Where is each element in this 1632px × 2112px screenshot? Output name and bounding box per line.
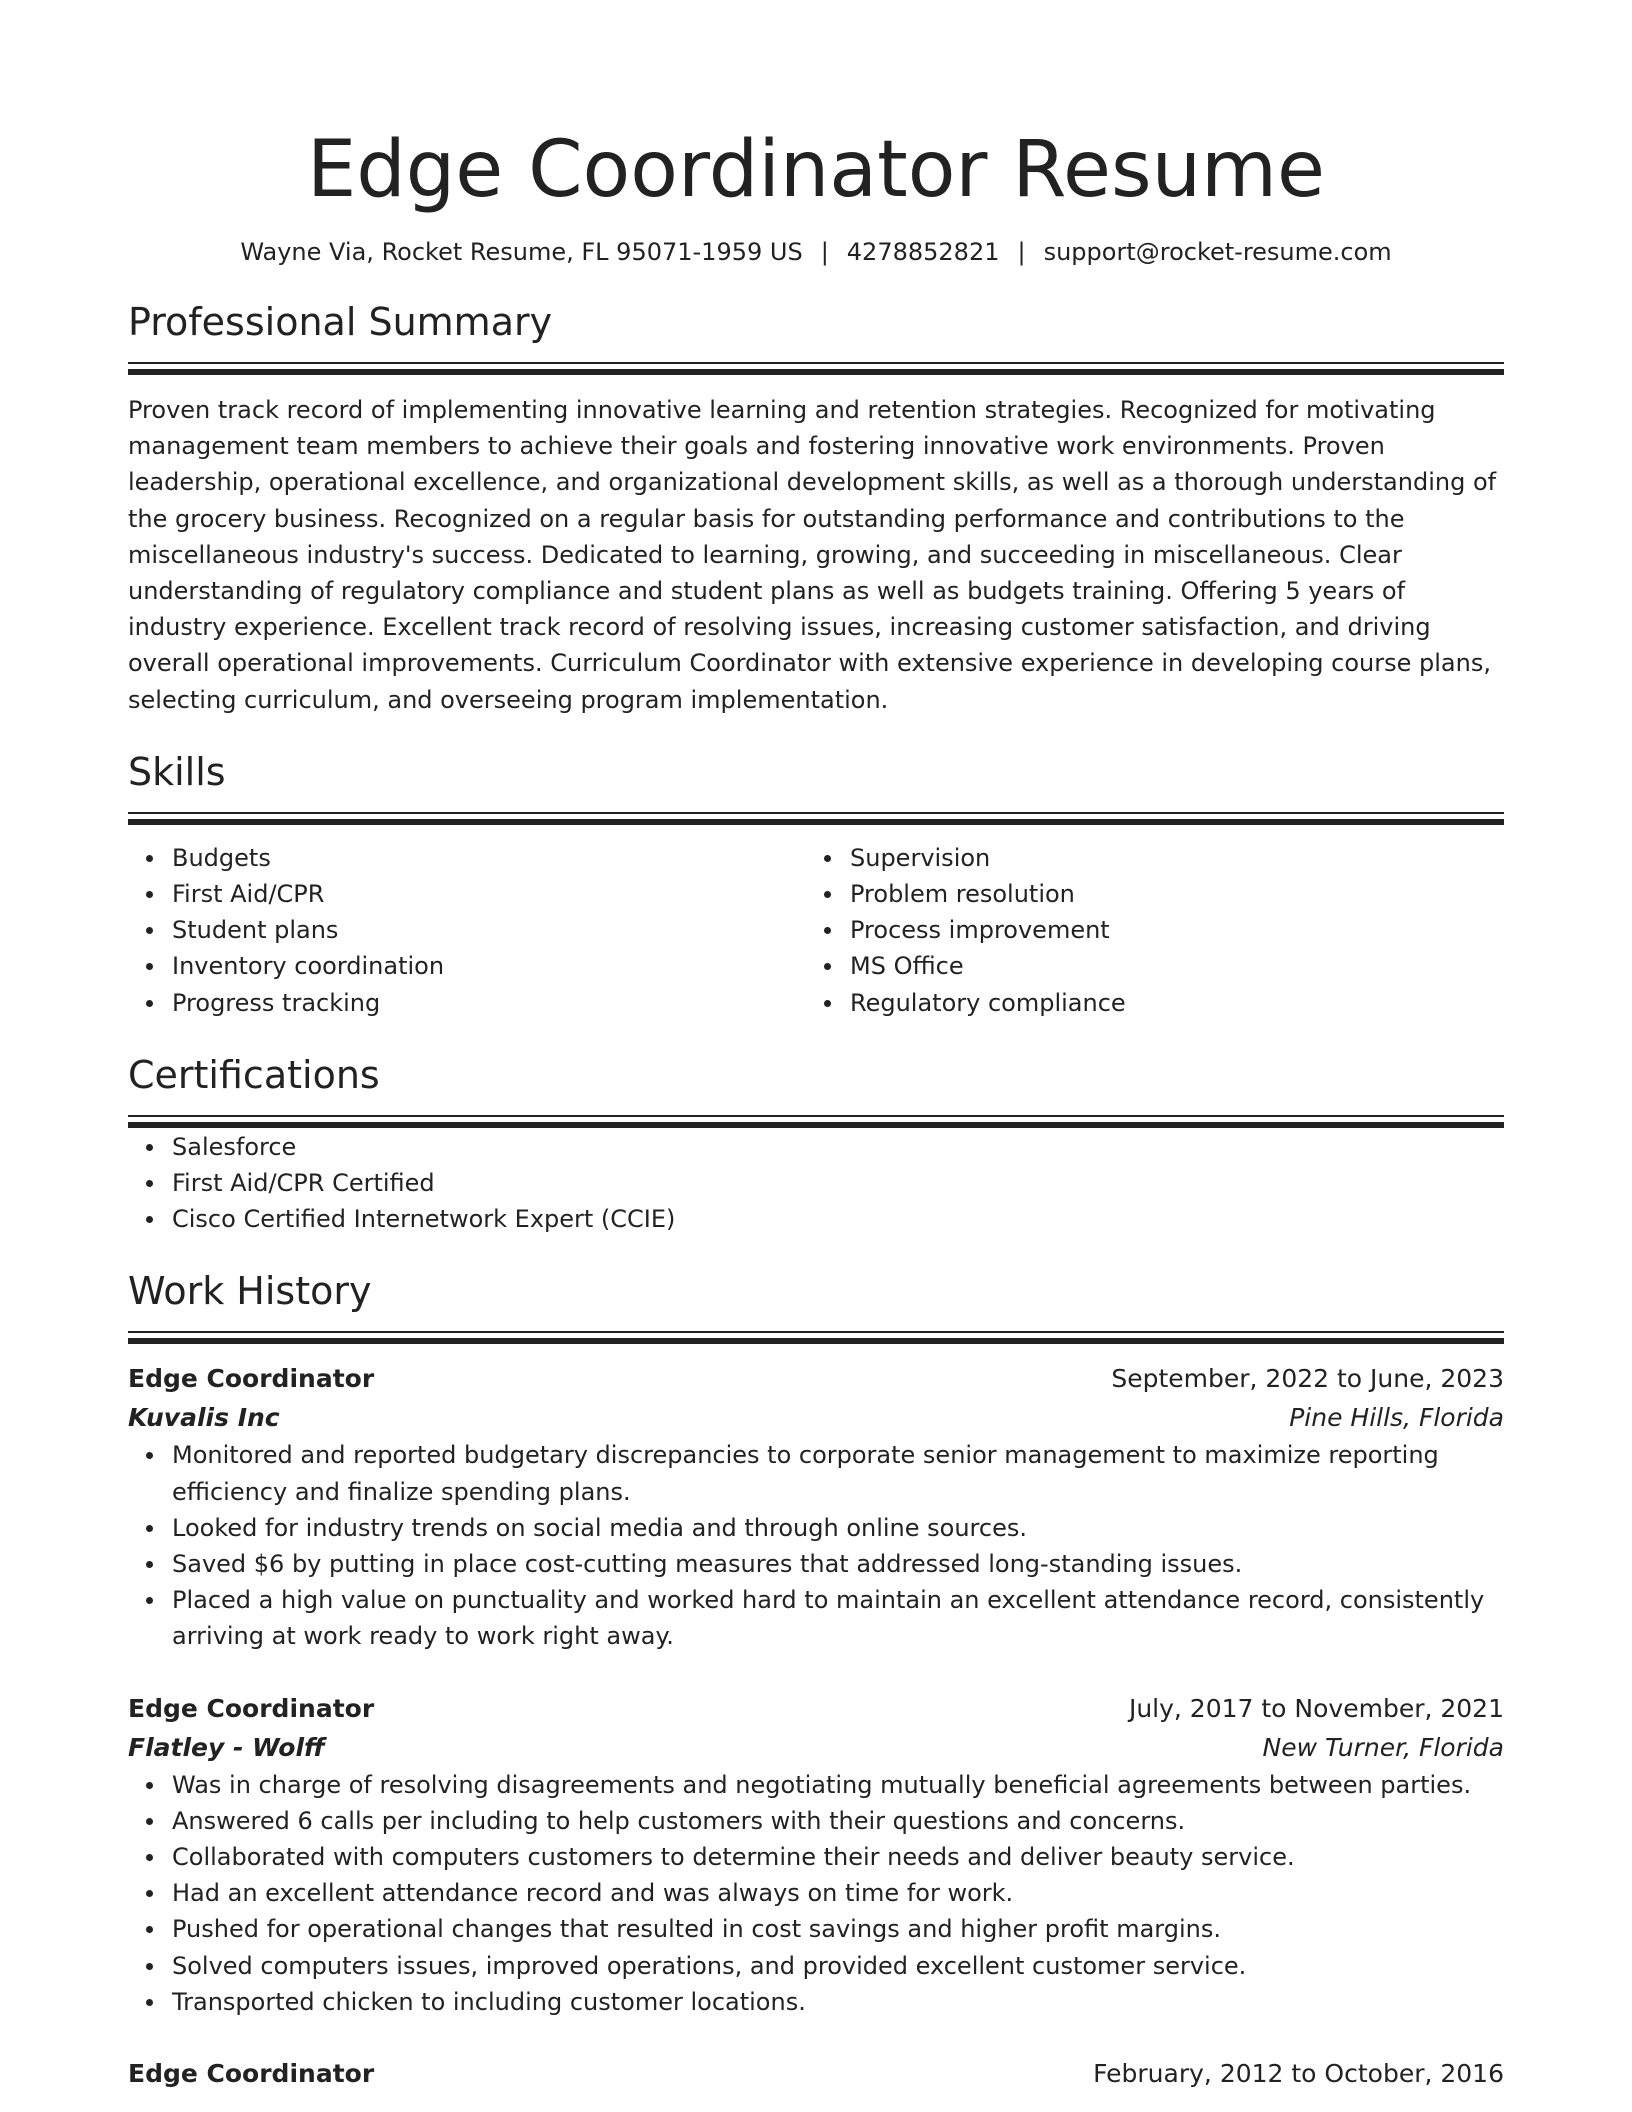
skill-item: Problem resolution [850, 876, 1484, 912]
summary-text: Proven track record of implementing innovative learning and retention strategies. Recognized for motivating management team members to achieve their goals and fostering innovative work environments. Proven leadership, operational excellence, and organizational development skills, as well as a thorough understanding of the grocery business. Recognized on a regular basis for outstanding performance and contributions to the miscellaneous industry's success. Dedicated to learning, growing, and succeeding in miscellaneous. Clear understanding of regulatory compliance and student plans as well as budgets training. Offering 5 years of industry experience. Excellent track record of resolving issues, increasing customer satisfaction, and driving overall operational improvements. Curriculum Coordinator with extensive experience in developing course plans, selecting curriculum, and overseeing program implementation. [128, 396, 1497, 714]
contact-line [128, 236, 1504, 268]
job-duties [128, 1767, 1504, 2020]
skill-item: Inventory coordination [172, 948, 806, 984]
job-entry [128, 1359, 1504, 1654]
job-dates: July, 2017 to November, 2021 [1128, 1693, 1504, 1723]
certifications-list [128, 1129, 1504, 1238]
skills-column-left [128, 840, 806, 1021]
job-header [128, 1689, 1504, 1728]
section-divider [128, 812, 1504, 826]
job-duty: Had an excellent attendance record and was always on time for work. [172, 1875, 1504, 1911]
job-company: Kuvalis Inc [128, 1403, 280, 1433]
certification-item: Cisco Certified Internetwork Expert (CCIE) [172, 1201, 1504, 1237]
skill-item: Budgets [172, 840, 806, 876]
job-duty: Solved computers issues, improved operations, and provided excellent customer service. [172, 1948, 1504, 1984]
section-divider [128, 1331, 1504, 1345]
job-subheader [128, 1398, 1504, 1437]
job-subheader [128, 1728, 1504, 1767]
skill-item: First Aid/CPR [172, 876, 806, 912]
skill-item: Progress tracking [172, 985, 806, 1021]
job-duty: Monitored and reported budgetary discrepancies to corporate senior management to maximize reporting efficiency and finalize spending plans. [172, 1437, 1504, 1509]
job-location: Pine Hills, Florida [1289, 1403, 1504, 1433]
summary-heading: Professional Summary [128, 300, 553, 344]
job-duty: Placed a high value on punctuality and worked hard to maintain an excellent attendance record, consistently arriving at work ready to work right away. [172, 1582, 1504, 1654]
job-header [128, 1359, 1504, 1398]
skills-column-right [806, 840, 1484, 1021]
resume-title: Edge Coordinator Resume [307, 125, 1325, 215]
contact-separator: | [1017, 238, 1026, 266]
job-title: Edge Coordinator [128, 2059, 375, 2089]
section-divider [128, 362, 1504, 376]
certifications-heading: Certifications [128, 1052, 380, 1097]
job-duty: Was in charge of resolving disagreements and negotiating mutually beneficial agreements between parties. [172, 1767, 1504, 1803]
job-duty: Collaborated with computers customers to determine their needs and deliver beauty service. [172, 1839, 1504, 1875]
job-duty: Looked for industry trends on social media and through online sources. [172, 1510, 1504, 1546]
job-location: New Turner, Florida [1262, 1732, 1504, 1762]
skill-item: Regulatory compliance [850, 985, 1484, 1021]
job-title: Edge Coordinator [128, 1693, 375, 1723]
job-company: Flatley - Wolff [128, 1732, 325, 1762]
job-entry [128, 1689, 1504, 2020]
job-duty: Answered 6 calls per including to help customers with their questions and concerns. [172, 1803, 1504, 1839]
job-duty: Transported chicken to including customer locations. [172, 1984, 1504, 2020]
resume-page [128, 0, 1504, 2093]
contact-separator: | [820, 238, 829, 266]
job-dates: September, 2022 to June, 2023 [1111, 1364, 1504, 1394]
skill-item: Process improvement [850, 912, 1484, 948]
job-title: Edge Coordinator [128, 1364, 375, 1394]
skill-item: MS Office [850, 948, 1484, 984]
section-divider [128, 1115, 1504, 1129]
skill-item: Student plans [172, 912, 806, 948]
job-duty: Saved $6 by putting in place cost-cutting measures that addressed long-standing issues. [172, 1546, 1504, 1582]
job-entry [128, 2054, 1504, 2093]
job-duties [128, 1437, 1504, 1654]
skills-heading: Skills [128, 749, 226, 794]
contact-email[interactable]: support@rocket-resume.com [1043, 238, 1392, 266]
skill-item: Supervision [850, 840, 1484, 876]
certification-item: First Aid/CPR Certified [172, 1165, 1504, 1201]
job-duty: Pushed for operational changes that resulted in cost savings and higher profit margins. [172, 1911, 1504, 1947]
contact-phone: 4278852821 [846, 238, 1000, 266]
work-history-heading: Work History [128, 1269, 372, 1314]
certification-item: Salesforce [172, 1129, 1504, 1165]
contact-address: Wayne Via, Rocket Resume, FL 95071-1959 US [240, 238, 803, 266]
job-header [128, 2054, 1504, 2093]
skills-list [128, 840, 1504, 1021]
job-dates: February, 2012 to October, 2016 [1093, 2059, 1504, 2089]
